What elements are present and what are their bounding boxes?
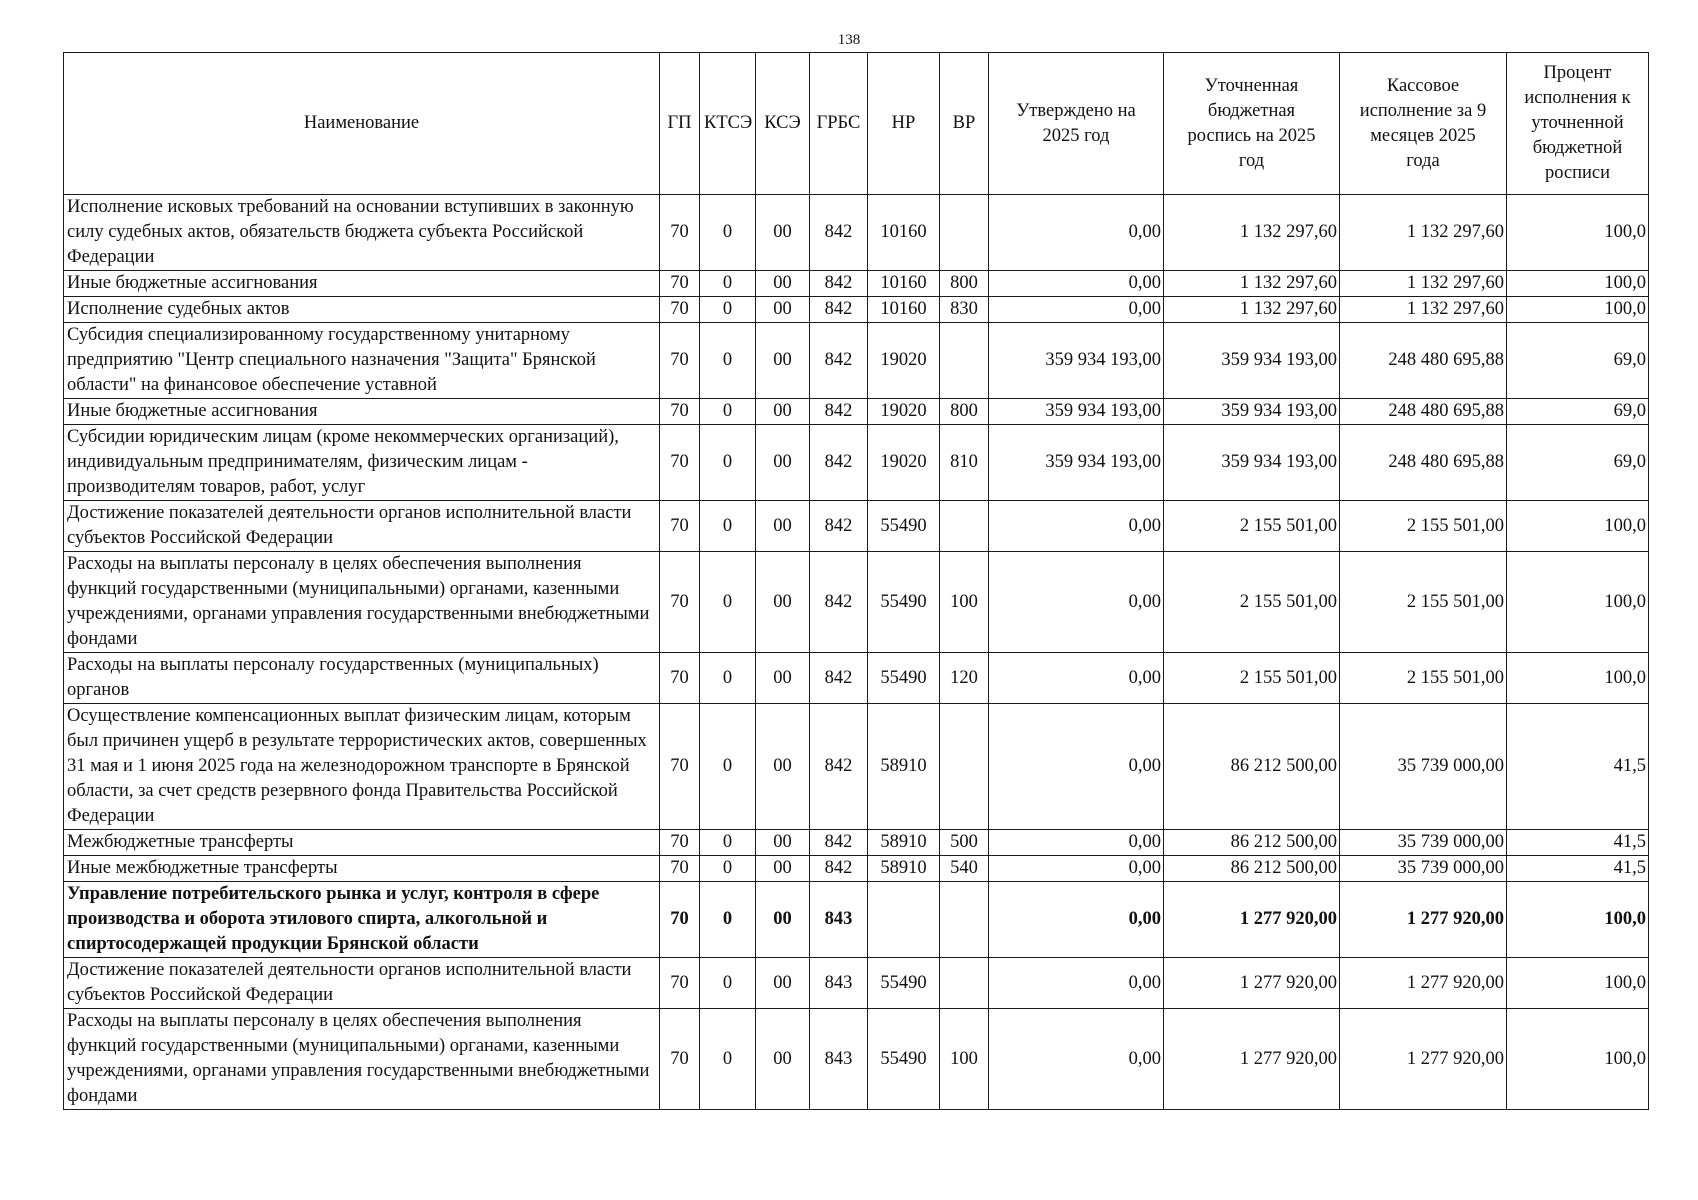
cell-revised: 86 212 500,00 [1164,856,1340,882]
table-row [64,856,1649,882]
cell-executed: 2 155 501,00 [1340,552,1507,653]
cell-revised: 1 277 920,00 [1164,882,1340,958]
table-row [64,271,1649,297]
cell-approved: 0,00 [989,882,1164,958]
cell-name: Достижение показателей деятельности органов исполнительной власти субъектов Российской Федерации [64,958,660,1009]
cell-grbs: 842 [810,399,868,425]
cell-gp: 70 [660,882,700,958]
cell-vr: 500 [940,830,989,856]
cell-approved: 0,00 [989,830,1164,856]
cell-percent: 41,5 [1507,704,1649,830]
cell-kse: 00 [756,297,810,323]
header-gp: ГП [660,53,700,195]
cell-vr [940,882,989,958]
cell-nr: 10160 [868,271,940,297]
cell-nr: 58910 [868,830,940,856]
cell-revised: 1 132 297,60 [1164,195,1340,271]
cell-approved: 0,00 [989,958,1164,1009]
table-header-row [64,53,1649,195]
cell-percent: 69,0 [1507,323,1649,399]
cell-revised: 359 934 193,00 [1164,425,1340,501]
table-row [64,882,1649,958]
cell-percent: 100,0 [1507,552,1649,653]
header-nr: НР [868,53,940,195]
cell-approved: 359 934 193,00 [989,323,1164,399]
header-grbs: ГРБС [810,53,868,195]
cell-grbs: 842 [810,653,868,704]
cell-revised: 86 212 500,00 [1164,704,1340,830]
cell-executed: 35 739 000,00 [1340,830,1507,856]
table-row [64,653,1649,704]
cell-name: Расходы на выплаты персоналу в целях обеспечения выполнения функций государственными (муниципальными) органами, казенными учреждениями, органами управления государственными внебюджетными фондами [64,552,660,653]
cell-nr: 58910 [868,704,940,830]
cell-gp: 70 [660,653,700,704]
cell-name: Управление потребительского рынка и услуг, контроля в сфере производства и оборота этилового спирта, алкогольной и спиртосодержащей продукции Брянской области [64,882,660,958]
cell-name: Иные бюджетные ассигнования [64,271,660,297]
cell-vr: 830 [940,297,989,323]
cell-gp: 70 [660,323,700,399]
cell-percent: 100,0 [1507,271,1649,297]
cell-ktse: 0 [700,704,756,830]
cell-grbs: 843 [810,882,868,958]
cell-gp: 70 [660,552,700,653]
cell-name: Расходы на выплаты персоналу в целях обеспечения выполнения функций государственными (муниципальными) органами, казенными учреждениями, органами управления государственными внебюджетными фондами [64,1009,660,1110]
table-row [64,1009,1649,1110]
cell-ktse: 0 [700,425,756,501]
cell-nr: 55490 [868,501,940,552]
cell-kse: 00 [756,856,810,882]
cell-percent: 100,0 [1507,1009,1649,1110]
cell-executed: 1 132 297,60 [1340,271,1507,297]
table-row [64,501,1649,552]
cell-approved: 0,00 [989,501,1164,552]
cell-gp: 70 [660,271,700,297]
cell-percent: 100,0 [1507,297,1649,323]
cell-executed: 248 480 695,88 [1340,425,1507,501]
cell-revised: 359 934 193,00 [1164,323,1340,399]
cell-gp: 70 [660,195,700,271]
table-row [64,958,1649,1009]
cell-executed: 35 739 000,00 [1340,856,1507,882]
cell-revised: 359 934 193,00 [1164,399,1340,425]
cell-percent: 100,0 [1507,958,1649,1009]
cell-gp: 70 [660,425,700,501]
cell-nr: 19020 [868,425,940,501]
cell-percent: 100,0 [1507,653,1649,704]
cell-vr [940,958,989,1009]
cell-nr: 10160 [868,297,940,323]
cell-revised: 1 277 920,00 [1164,1009,1340,1110]
cell-name: Межбюджетные трансферты [64,830,660,856]
cell-gp: 70 [660,399,700,425]
cell-vr [940,501,989,552]
cell-name: Субсидии юридическим лицам (кроме некоммерческих организаций), индивидуальным предпринимателям, физическим лицам - производителям товаров, работ, услуг [64,425,660,501]
cell-executed: 1 132 297,60 [1340,297,1507,323]
table-row [64,552,1649,653]
cell-kse: 00 [756,958,810,1009]
cell-kse: 00 [756,1009,810,1110]
cell-kse: 00 [756,323,810,399]
cell-revised: 1 132 297,60 [1164,271,1340,297]
cell-approved: 359 934 193,00 [989,399,1164,425]
cell-ktse: 0 [700,653,756,704]
cell-gp: 70 [660,830,700,856]
cell-grbs: 842 [810,704,868,830]
cell-kse: 00 [756,882,810,958]
cell-grbs: 842 [810,830,868,856]
cell-executed: 2 155 501,00 [1340,653,1507,704]
cell-percent: 100,0 [1507,882,1649,958]
table-row [64,195,1649,271]
header-executed: Кассовое исполнение за 9 месяцев 2025 года [1340,53,1507,195]
cell-nr: 55490 [868,653,940,704]
cell-nr: 10160 [868,195,940,271]
cell-kse: 00 [756,653,810,704]
cell-name: Исполнение исковых требований на основании вступивших в законную силу судебных актов, обязательств бюджета субъекта Российской Федерации [64,195,660,271]
cell-gp: 70 [660,704,700,830]
cell-executed: 2 155 501,00 [1340,501,1507,552]
cell-nr: 19020 [868,323,940,399]
cell-vr: 540 [940,856,989,882]
cell-kse: 00 [756,552,810,653]
cell-approved: 0,00 [989,1009,1164,1110]
cell-nr: 19020 [868,399,940,425]
header-kse: КСЭ [756,53,810,195]
cell-executed: 35 739 000,00 [1340,704,1507,830]
cell-ktse: 0 [700,297,756,323]
table-row [64,323,1649,399]
cell-ktse: 0 [700,399,756,425]
cell-revised: 2 155 501,00 [1164,653,1340,704]
cell-grbs: 842 [810,195,868,271]
table-row [64,830,1649,856]
cell-name: Достижение показателей деятельности органов исполнительной власти субъектов Российской Федерации [64,501,660,552]
cell-percent: 100,0 [1507,195,1649,271]
cell-revised: 1 277 920,00 [1164,958,1340,1009]
header-name: Наименование [64,53,660,195]
cell-grbs: 842 [810,552,868,653]
cell-approved: 0,00 [989,653,1164,704]
cell-executed: 248 480 695,88 [1340,399,1507,425]
cell-gp: 70 [660,1009,700,1110]
cell-grbs: 843 [810,958,868,1009]
header-approved: Утверждено на 2025 год [989,53,1164,195]
cell-grbs: 842 [810,856,868,882]
cell-nr: 55490 [868,958,940,1009]
cell-grbs: 842 [810,271,868,297]
cell-name: Расходы на выплаты персоналу государственных (муниципальных) органов [64,653,660,704]
cell-executed: 1 277 920,00 [1340,958,1507,1009]
cell-grbs: 842 [810,323,868,399]
cell-kse: 00 [756,501,810,552]
cell-ktse: 0 [700,501,756,552]
cell-executed: 248 480 695,88 [1340,323,1507,399]
cell-name: Субсидия специализированному государственному унитарному предприятию "Центр специального назначения "Защита" Брянской области" на финансовое обеспечение уставной [64,323,660,399]
cell-executed: 1 132 297,60 [1340,195,1507,271]
cell-kse: 00 [756,195,810,271]
cell-ktse: 0 [700,882,756,958]
cell-kse: 00 [756,830,810,856]
header-percent: Процент исполнения к уточненной бюджетной росписи [1507,53,1649,195]
cell-ktse: 0 [700,271,756,297]
cell-gp: 70 [660,501,700,552]
cell-ktse: 0 [700,856,756,882]
cell-percent: 100,0 [1507,501,1649,552]
cell-vr: 100 [940,552,989,653]
cell-approved: 0,00 [989,195,1164,271]
cell-revised: 2 155 501,00 [1164,501,1340,552]
cell-ktse: 0 [700,830,756,856]
cell-approved: 0,00 [989,704,1164,830]
cell-nr: 55490 [868,552,940,653]
cell-ktse: 0 [700,195,756,271]
cell-vr [940,704,989,830]
table-row [64,704,1649,830]
cell-approved: 0,00 [989,297,1164,323]
table-row [64,399,1649,425]
cell-percent: 69,0 [1507,425,1649,501]
cell-vr: 810 [940,425,989,501]
cell-executed: 1 277 920,00 [1340,1009,1507,1110]
cell-nr: 58910 [868,856,940,882]
cell-ktse: 0 [700,1009,756,1110]
cell-nr: 55490 [868,1009,940,1110]
cell-vr [940,195,989,271]
cell-percent: 41,5 [1507,830,1649,856]
cell-vr: 100 [940,1009,989,1110]
cell-approved: 0,00 [989,856,1164,882]
cell-vr: 800 [940,399,989,425]
cell-grbs: 843 [810,1009,868,1110]
cell-vr: 120 [940,653,989,704]
cell-revised: 86 212 500,00 [1164,830,1340,856]
cell-name: Исполнение судебных актов [64,297,660,323]
cell-approved: 359 934 193,00 [989,425,1164,501]
cell-executed: 1 277 920,00 [1340,882,1507,958]
cell-vr: 800 [940,271,989,297]
cell-name: Иные бюджетные ассигнования [64,399,660,425]
cell-percent: 69,0 [1507,399,1649,425]
table-row [64,425,1649,501]
cell-kse: 00 [756,271,810,297]
cell-grbs: 842 [810,297,868,323]
cell-name: Иные межбюджетные трансферты [64,856,660,882]
cell-ktse: 0 [700,323,756,399]
header-vr: ВР [940,53,989,195]
cell-grbs: 842 [810,501,868,552]
cell-grbs: 842 [810,425,868,501]
cell-name: Осуществление компенсационных выплат физическим лицам, которым был причинен ущерб в результате террористических актов, совершенных 31 мая и 1 июня 2025 года на железнодорожном транспорте в Брянской области, за счет средств резервного фонда Правительства Российской Федерации [64,704,660,830]
cell-gp: 70 [660,297,700,323]
cell-ktse: 0 [700,552,756,653]
header-revised: Уточненная бюджетная роспись на 2025 год [1164,53,1340,195]
cell-nr [868,882,940,958]
cell-vr [940,323,989,399]
cell-kse: 00 [756,704,810,830]
cell-revised: 2 155 501,00 [1164,552,1340,653]
cell-ktse: 0 [700,958,756,1009]
cell-kse: 00 [756,425,810,501]
page-number: 138 [837,32,861,48]
cell-gp: 70 [660,856,700,882]
table-row [64,297,1649,323]
cell-gp: 70 [660,958,700,1009]
header-ktse: КТСЭ [700,53,756,195]
cell-kse: 00 [756,399,810,425]
cell-approved: 0,00 [989,552,1164,653]
cell-revised: 1 132 297,60 [1164,297,1340,323]
cell-approved: 0,00 [989,271,1164,297]
budget-table [63,52,1649,1110]
cell-percent: 41,5 [1507,856,1649,882]
